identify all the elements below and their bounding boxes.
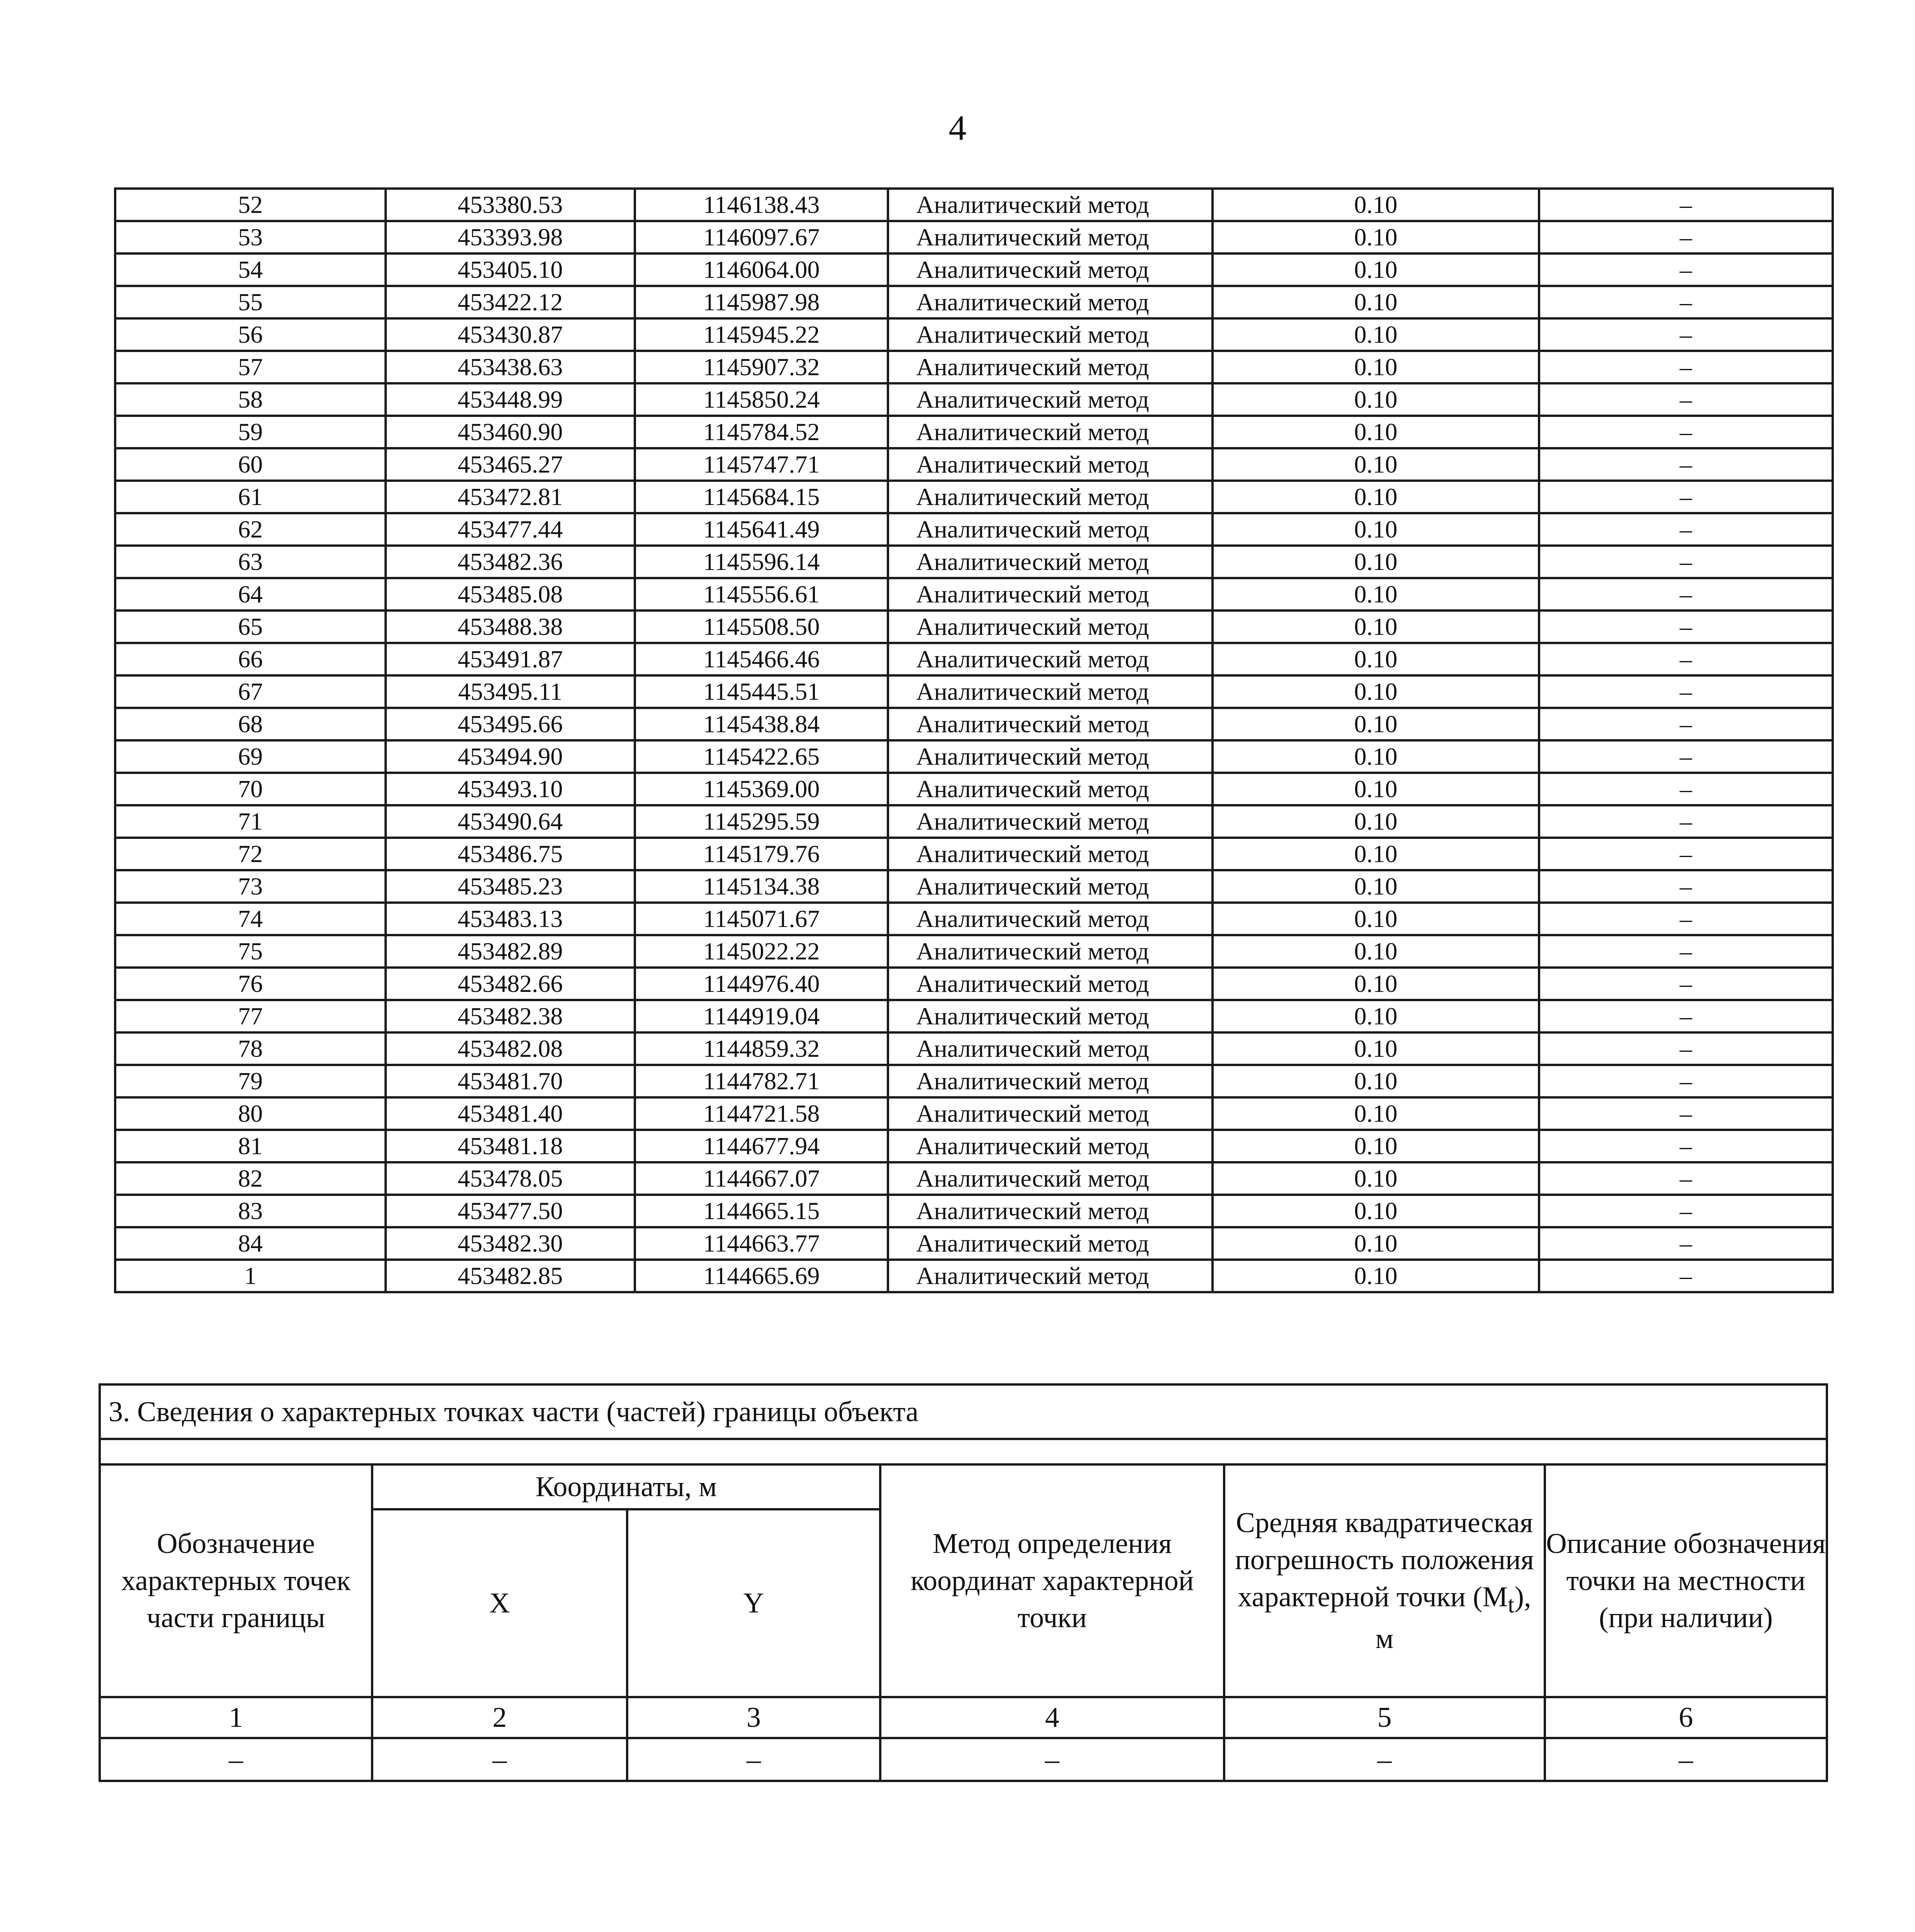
table-row bbox=[115, 578, 1833, 611]
y-cell: 1145945.22 bbox=[635, 318, 888, 351]
method-cell: Аналитический метод bbox=[888, 546, 1213, 578]
description-cell: – bbox=[1539, 351, 1833, 383]
x-cell: 453490.64 bbox=[386, 805, 635, 838]
x-cell: 453430.87 bbox=[386, 318, 635, 351]
header-method: Метод определения координат характерной точки bbox=[880, 1464, 1224, 1697]
table-row bbox=[115, 416, 1833, 448]
accuracy-cell: 0.10 bbox=[1213, 1162, 1539, 1195]
accuracy-cell: 0.10 bbox=[1213, 286, 1539, 318]
x-cell: 453482.85 bbox=[386, 1260, 635, 1292]
accuracy-cell: 0.10 bbox=[1213, 1065, 1539, 1097]
description-cell: – bbox=[1539, 383, 1833, 416]
x-cell: 453485.08 bbox=[386, 578, 635, 611]
header-accuracy bbox=[1224, 1464, 1545, 1697]
method-cell: Аналитический метод bbox=[888, 1000, 1213, 1032]
column-number-6: 6 bbox=[1545, 1697, 1827, 1738]
table-row bbox=[115, 838, 1833, 870]
x-cell: 453485.23 bbox=[386, 870, 635, 903]
point-cell: 55 bbox=[115, 286, 386, 318]
description-cell: – bbox=[1539, 1032, 1833, 1065]
description-cell: – bbox=[1539, 286, 1833, 318]
table-row bbox=[115, 351, 1833, 383]
method-cell: Аналитический метод bbox=[888, 1065, 1213, 1097]
column-number-3: 3 bbox=[627, 1697, 880, 1738]
accuracy-cell: 0.10 bbox=[1213, 773, 1539, 805]
method-cell: Аналитический метод bbox=[888, 383, 1213, 416]
table-row bbox=[115, 611, 1833, 643]
section3-title-row bbox=[100, 1384, 1827, 1439]
header-accuracy-unit: ), м bbox=[1375, 1581, 1531, 1655]
method-cell: Аналитический метод bbox=[888, 773, 1213, 805]
section3-cell-5: – bbox=[1224, 1738, 1545, 1781]
y-cell: 1144721.58 bbox=[635, 1097, 888, 1130]
description-cell: – bbox=[1539, 189, 1833, 221]
point-cell: 72 bbox=[115, 838, 386, 870]
description-cell: – bbox=[1539, 1227, 1833, 1260]
x-cell: 453477.44 bbox=[386, 513, 635, 546]
accuracy-cell: 0.10 bbox=[1213, 903, 1539, 935]
header-designation: Обозначение характерных точек части границы bbox=[100, 1464, 372, 1697]
accuracy-cell: 0.10 bbox=[1213, 1195, 1539, 1227]
header-coordinates: Координаты, м bbox=[372, 1464, 880, 1509]
method-cell: Аналитический метод bbox=[888, 513, 1213, 546]
method-cell: Аналитический метод bbox=[888, 1097, 1213, 1130]
accuracy-cell: 0.10 bbox=[1213, 838, 1539, 870]
description-cell: – bbox=[1539, 708, 1833, 740]
accuracy-cell: 0.10 bbox=[1213, 546, 1539, 578]
section3-cell-1: – bbox=[100, 1738, 372, 1781]
y-cell: 1145907.32 bbox=[635, 351, 888, 383]
point-cell: 63 bbox=[115, 546, 386, 578]
coordinates-table bbox=[114, 187, 1834, 1293]
method-cell: Аналитический метод bbox=[888, 870, 1213, 903]
point-cell: 80 bbox=[115, 1097, 386, 1130]
section3-spacer-row bbox=[100, 1439, 1827, 1464]
page-number: 4 bbox=[949, 108, 966, 148]
section3-title: 3. Сведения о характерных точках части (частей) границы объекта bbox=[100, 1384, 1827, 1439]
description-cell: – bbox=[1539, 1130, 1833, 1162]
description-cell: – bbox=[1539, 773, 1833, 805]
point-cell: 62 bbox=[115, 513, 386, 546]
point-cell: 76 bbox=[115, 968, 386, 1000]
x-cell: 453465.27 bbox=[386, 448, 635, 481]
table-row bbox=[115, 221, 1833, 253]
accuracy-cell: 0.10 bbox=[1213, 351, 1539, 383]
table-row bbox=[115, 481, 1833, 513]
y-cell: 1145747.71 bbox=[635, 448, 888, 481]
point-cell: 73 bbox=[115, 870, 386, 903]
table-row bbox=[115, 318, 1833, 351]
method-cell: Аналитический метод bbox=[888, 416, 1213, 448]
table-row bbox=[115, 1130, 1833, 1162]
x-cell: 453494.90 bbox=[386, 740, 635, 773]
y-cell: 1144859.32 bbox=[635, 1032, 888, 1065]
x-cell: 453488.38 bbox=[386, 611, 635, 643]
accuracy-cell: 0.10 bbox=[1213, 805, 1539, 838]
method-cell: Аналитический метод bbox=[888, 935, 1213, 968]
description-cell: – bbox=[1539, 1065, 1833, 1097]
x-cell: 453477.50 bbox=[386, 1195, 635, 1227]
y-cell: 1145022.22 bbox=[635, 935, 888, 968]
accuracy-cell: 0.10 bbox=[1213, 1260, 1539, 1292]
coordinates-table-body bbox=[115, 189, 1833, 1292]
accuracy-cell: 0.10 bbox=[1213, 253, 1539, 286]
table-row bbox=[115, 1195, 1833, 1227]
point-cell: 59 bbox=[115, 416, 386, 448]
section3-cell-6: – bbox=[1545, 1738, 1827, 1781]
method-cell: Аналитический метод bbox=[888, 903, 1213, 935]
method-cell: Аналитический метод bbox=[888, 675, 1213, 708]
table-row bbox=[115, 286, 1833, 318]
description-cell: – bbox=[1539, 1097, 1833, 1130]
point-cell: 61 bbox=[115, 481, 386, 513]
point-cell: 52 bbox=[115, 189, 386, 221]
y-cell: 1145369.00 bbox=[635, 773, 888, 805]
method-cell: Аналитический метод bbox=[888, 611, 1213, 643]
method-cell: Аналитический метод bbox=[888, 318, 1213, 351]
point-cell: 56 bbox=[115, 318, 386, 351]
description-cell: – bbox=[1539, 1260, 1833, 1292]
accuracy-cell: 0.10 bbox=[1213, 1032, 1539, 1065]
method-cell: Аналитический метод bbox=[888, 1162, 1213, 1195]
method-cell: Аналитический метод bbox=[888, 1260, 1213, 1292]
y-cell: 1145438.84 bbox=[635, 708, 888, 740]
method-cell: Аналитический метод bbox=[888, 1195, 1213, 1227]
description-cell: – bbox=[1539, 546, 1833, 578]
x-cell: 453486.75 bbox=[386, 838, 635, 870]
method-cell: Аналитический метод bbox=[888, 286, 1213, 318]
table-row bbox=[115, 675, 1833, 708]
y-cell: 1144919.04 bbox=[635, 1000, 888, 1032]
x-cell: 453438.63 bbox=[386, 351, 635, 383]
x-cell: 453483.13 bbox=[386, 903, 635, 935]
accuracy-cell: 0.10 bbox=[1213, 221, 1539, 253]
method-cell: Аналитический метод bbox=[888, 253, 1213, 286]
point-cell: 68 bbox=[115, 708, 386, 740]
y-cell: 1144782.71 bbox=[635, 1065, 888, 1097]
method-cell: Аналитический метод bbox=[888, 578, 1213, 611]
x-cell: 453481.40 bbox=[386, 1097, 635, 1130]
header-description: Описание обозначения точки на местности (при наличии) bbox=[1545, 1464, 1827, 1697]
table-row bbox=[115, 1000, 1833, 1032]
description-cell: – bbox=[1539, 838, 1833, 870]
accuracy-cell: 0.10 bbox=[1213, 675, 1539, 708]
column-number-5: 5 bbox=[1224, 1697, 1545, 1738]
y-cell: 1144665.15 bbox=[635, 1195, 888, 1227]
point-cell: 83 bbox=[115, 1195, 386, 1227]
x-cell: 453448.99 bbox=[386, 383, 635, 416]
method-cell: Аналитический метод bbox=[888, 221, 1213, 253]
description-cell: – bbox=[1539, 1195, 1833, 1227]
x-cell: 453482.89 bbox=[386, 935, 635, 968]
point-cell: 65 bbox=[115, 611, 386, 643]
section3-column-numbers-row bbox=[100, 1697, 1827, 1738]
y-cell: 1145596.14 bbox=[635, 546, 888, 578]
x-cell: 453482.08 bbox=[386, 1032, 635, 1065]
point-cell: 64 bbox=[115, 578, 386, 611]
point-cell: 84 bbox=[115, 1227, 386, 1260]
x-cell: 453472.81 bbox=[386, 481, 635, 513]
method-cell: Аналитический метод bbox=[888, 805, 1213, 838]
point-cell: 81 bbox=[115, 1130, 386, 1162]
description-cell: – bbox=[1539, 318, 1833, 351]
x-cell: 453495.66 bbox=[386, 708, 635, 740]
x-cell: 453493.10 bbox=[386, 773, 635, 805]
description-cell: – bbox=[1539, 870, 1833, 903]
x-cell: 453491.87 bbox=[386, 643, 635, 675]
y-cell: 1146097.67 bbox=[635, 221, 888, 253]
accuracy-cell: 0.10 bbox=[1213, 383, 1539, 416]
accuracy-cell: 0.10 bbox=[1213, 1227, 1539, 1260]
table-row bbox=[115, 1032, 1833, 1065]
header-x: X bbox=[372, 1509, 627, 1697]
method-cell: Аналитический метод bbox=[888, 968, 1213, 1000]
x-cell: 453481.70 bbox=[386, 1065, 635, 1097]
x-cell: 453460.90 bbox=[386, 416, 635, 448]
description-cell: – bbox=[1539, 675, 1833, 708]
description-cell: – bbox=[1539, 643, 1833, 675]
table-row bbox=[115, 968, 1833, 1000]
description-cell: – bbox=[1539, 481, 1833, 513]
y-cell: 1145556.61 bbox=[635, 578, 888, 611]
y-cell: 1144677.94 bbox=[635, 1130, 888, 1162]
method-cell: Аналитический метод bbox=[888, 189, 1213, 221]
y-cell: 1145466.46 bbox=[635, 643, 888, 675]
method-cell: Аналитический метод bbox=[888, 1032, 1213, 1065]
method-cell: Аналитический метод bbox=[888, 481, 1213, 513]
section3-cell-3: – bbox=[627, 1738, 880, 1781]
method-cell: Аналитический метод bbox=[888, 708, 1213, 740]
y-cell: 1144667.07 bbox=[635, 1162, 888, 1195]
header-accuracy-subscript: t bbox=[1508, 1591, 1515, 1618]
point-cell: 57 bbox=[115, 351, 386, 383]
accuracy-cell: 0.10 bbox=[1213, 189, 1539, 221]
point-cell: 82 bbox=[115, 1162, 386, 1195]
method-cell: Аналитический метод bbox=[888, 1227, 1213, 1260]
table-row bbox=[115, 1065, 1833, 1097]
description-cell: – bbox=[1539, 935, 1833, 968]
table-row bbox=[115, 1162, 1833, 1195]
point-cell: 67 bbox=[115, 675, 386, 708]
point-cell: 79 bbox=[115, 1065, 386, 1097]
accuracy-cell: 0.10 bbox=[1213, 416, 1539, 448]
accuracy-cell: 0.10 bbox=[1213, 643, 1539, 675]
point-cell: 78 bbox=[115, 1032, 386, 1065]
method-cell: Аналитический метод bbox=[888, 838, 1213, 870]
accuracy-cell: 0.10 bbox=[1213, 513, 1539, 546]
point-cell: 1 bbox=[115, 1260, 386, 1292]
accuracy-cell: 0.10 bbox=[1213, 935, 1539, 968]
table-row bbox=[115, 935, 1833, 968]
description-cell: – bbox=[1539, 416, 1833, 448]
accuracy-cell: 0.10 bbox=[1213, 740, 1539, 773]
header-y: Y bbox=[627, 1509, 880, 1697]
y-cell: 1145684.15 bbox=[635, 481, 888, 513]
table-row bbox=[115, 740, 1833, 773]
point-cell: 60 bbox=[115, 448, 386, 481]
table-row bbox=[115, 189, 1833, 221]
accuracy-cell: 0.10 bbox=[1213, 1130, 1539, 1162]
table-row bbox=[115, 1227, 1833, 1260]
description-cell: – bbox=[1539, 1162, 1833, 1195]
table-row bbox=[115, 903, 1833, 935]
description-cell: – bbox=[1539, 611, 1833, 643]
description-cell: – bbox=[1539, 578, 1833, 611]
accuracy-cell: 0.10 bbox=[1213, 870, 1539, 903]
point-cell: 69 bbox=[115, 740, 386, 773]
x-cell: 453405.10 bbox=[386, 253, 635, 286]
method-cell: Аналитический метод bbox=[888, 740, 1213, 773]
column-number-1: 1 bbox=[100, 1697, 372, 1738]
column-number-4: 4 bbox=[880, 1697, 1224, 1738]
table-row bbox=[115, 805, 1833, 838]
description-cell: – bbox=[1539, 805, 1833, 838]
point-cell: 75 bbox=[115, 935, 386, 968]
point-cell: 70 bbox=[115, 773, 386, 805]
x-cell: 453482.36 bbox=[386, 546, 635, 578]
header-accuracy-text: Средняя квадратическая погрешность положения характерной точки (M bbox=[1235, 1507, 1534, 1613]
x-cell: 453482.30 bbox=[386, 1227, 635, 1260]
description-cell: – bbox=[1539, 448, 1833, 481]
y-cell: 1145134.38 bbox=[635, 870, 888, 903]
section3-table bbox=[99, 1383, 1828, 1782]
y-cell: 1145422.65 bbox=[635, 740, 888, 773]
y-cell: 1145987.98 bbox=[635, 286, 888, 318]
table-row bbox=[115, 1260, 1833, 1292]
y-cell: 1145295.59 bbox=[635, 805, 888, 838]
accuracy-cell: 0.10 bbox=[1213, 481, 1539, 513]
table-row bbox=[115, 513, 1833, 546]
point-cell: 77 bbox=[115, 1000, 386, 1032]
table-row bbox=[115, 870, 1833, 903]
point-cell: 71 bbox=[115, 805, 386, 838]
x-cell: 453422.12 bbox=[386, 286, 635, 318]
point-cell: 66 bbox=[115, 643, 386, 675]
y-cell: 1145850.24 bbox=[635, 383, 888, 416]
y-cell: 1144665.69 bbox=[635, 1260, 888, 1292]
description-cell: – bbox=[1539, 513, 1833, 546]
table-row bbox=[115, 708, 1833, 740]
table-row bbox=[115, 643, 1833, 675]
x-cell: 453495.11 bbox=[386, 675, 635, 708]
y-cell: 1145641.49 bbox=[635, 513, 888, 546]
section3-data-row bbox=[100, 1738, 1827, 1781]
accuracy-cell: 0.10 bbox=[1213, 968, 1539, 1000]
x-cell: 453478.05 bbox=[386, 1162, 635, 1195]
column-number-2: 2 bbox=[372, 1697, 627, 1738]
point-cell: 74 bbox=[115, 903, 386, 935]
accuracy-cell: 0.10 bbox=[1213, 611, 1539, 643]
y-cell: 1146064.00 bbox=[635, 253, 888, 286]
description-cell: – bbox=[1539, 903, 1833, 935]
y-cell: 1145784.52 bbox=[635, 416, 888, 448]
description-cell: – bbox=[1539, 968, 1833, 1000]
section3-cell-2: – bbox=[372, 1738, 627, 1781]
y-cell: 1145445.51 bbox=[635, 675, 888, 708]
description-cell: – bbox=[1539, 740, 1833, 773]
x-cell: 453380.53 bbox=[386, 189, 635, 221]
x-cell: 453481.18 bbox=[386, 1130, 635, 1162]
section3-spacer bbox=[100, 1439, 1827, 1464]
accuracy-cell: 0.10 bbox=[1213, 318, 1539, 351]
accuracy-cell: 0.10 bbox=[1213, 708, 1539, 740]
x-cell: 453482.38 bbox=[386, 1000, 635, 1032]
point-cell: 53 bbox=[115, 221, 386, 253]
y-cell: 1144976.40 bbox=[635, 968, 888, 1000]
table-row bbox=[115, 1097, 1833, 1130]
method-cell: Аналитический метод bbox=[888, 1130, 1213, 1162]
accuracy-cell: 0.10 bbox=[1213, 1097, 1539, 1130]
description-cell: – bbox=[1539, 253, 1833, 286]
table-row bbox=[115, 546, 1833, 578]
y-cell: 1144663.77 bbox=[635, 1227, 888, 1260]
description-cell: – bbox=[1539, 1000, 1833, 1032]
section3-cell-4: – bbox=[880, 1738, 1224, 1781]
table-row bbox=[115, 383, 1833, 416]
method-cell: Аналитический метод bbox=[888, 351, 1213, 383]
y-cell: 1145179.76 bbox=[635, 838, 888, 870]
x-cell: 453393.98 bbox=[386, 221, 635, 253]
y-cell: 1145508.50 bbox=[635, 611, 888, 643]
table-row bbox=[115, 773, 1833, 805]
section3-header-row bbox=[100, 1464, 1827, 1509]
y-cell: 1146138.43 bbox=[635, 189, 888, 221]
x-cell: 453482.66 bbox=[386, 968, 635, 1000]
table-row bbox=[115, 253, 1833, 286]
y-cell: 1145071.67 bbox=[635, 903, 888, 935]
method-cell: Аналитический метод bbox=[888, 448, 1213, 481]
accuracy-cell: 0.10 bbox=[1213, 578, 1539, 611]
accuracy-cell: 0.10 bbox=[1213, 1000, 1539, 1032]
description-cell: – bbox=[1539, 221, 1833, 253]
table-row bbox=[115, 448, 1833, 481]
accuracy-cell: 0.10 bbox=[1213, 448, 1539, 481]
point-cell: 58 bbox=[115, 383, 386, 416]
method-cell: Аналитический метод bbox=[888, 643, 1213, 675]
point-cell: 54 bbox=[115, 253, 386, 286]
